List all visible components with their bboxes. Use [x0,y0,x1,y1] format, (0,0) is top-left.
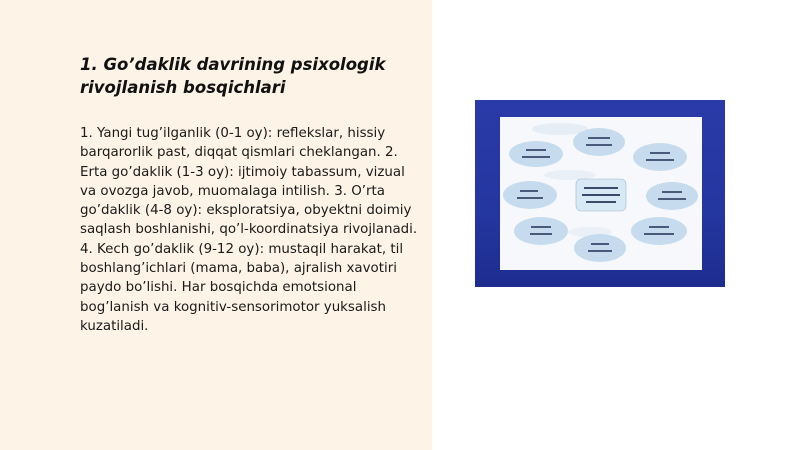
stage-bubble [503,181,557,209]
slide-body-text: 1. Yangi tug’ilganlik (0-1 oy): reflekslar, hissiy barqarorlik past, diqqat qismlari cheklangan. 2. Erta go’daklik (1-3 oy): ijtimoiy tabassum, vizual va ovozga javob, muomalaga intilish. 3. O’rta go’daklik (4-8 oy): eksploratsiya, obyektni doimiy saqlash boshlanishi, qo’l-koordinatsiya rivojlanadi. 4. Kech go’daklik (9-12 oy): mustaqil harakat, til boshlang’ichlari (mama, baba), ajralish xavotiri paydo bo’lishi. Har bosqichda emotsional bog’lanish va kognitiv-sensorimotor yuksalish kuzatiladi. [80,126,418,334]
stage-bubble [574,234,626,262]
slide-title-line-2: rivojlanish bosqichlari [80,78,286,97]
stage-bubble [573,128,625,156]
center-node-text-line [586,201,616,203]
stage-bubble [633,143,687,171]
stages-diagram [500,117,702,270]
slide-title [80,53,420,99]
watermark-shape [544,170,596,180]
stage-bubble [646,182,698,210]
stage-bubble [514,217,568,245]
diagram-canvas [500,117,702,270]
stage-bubble [631,217,687,245]
slide-title-line-1: 1. Go’daklik davrining psixologik [80,55,386,74]
center-node-text-line [582,194,620,196]
stage-bubble [509,141,563,167]
stages-diagram-figure [475,100,725,287]
center-node-text-line [584,187,618,189]
